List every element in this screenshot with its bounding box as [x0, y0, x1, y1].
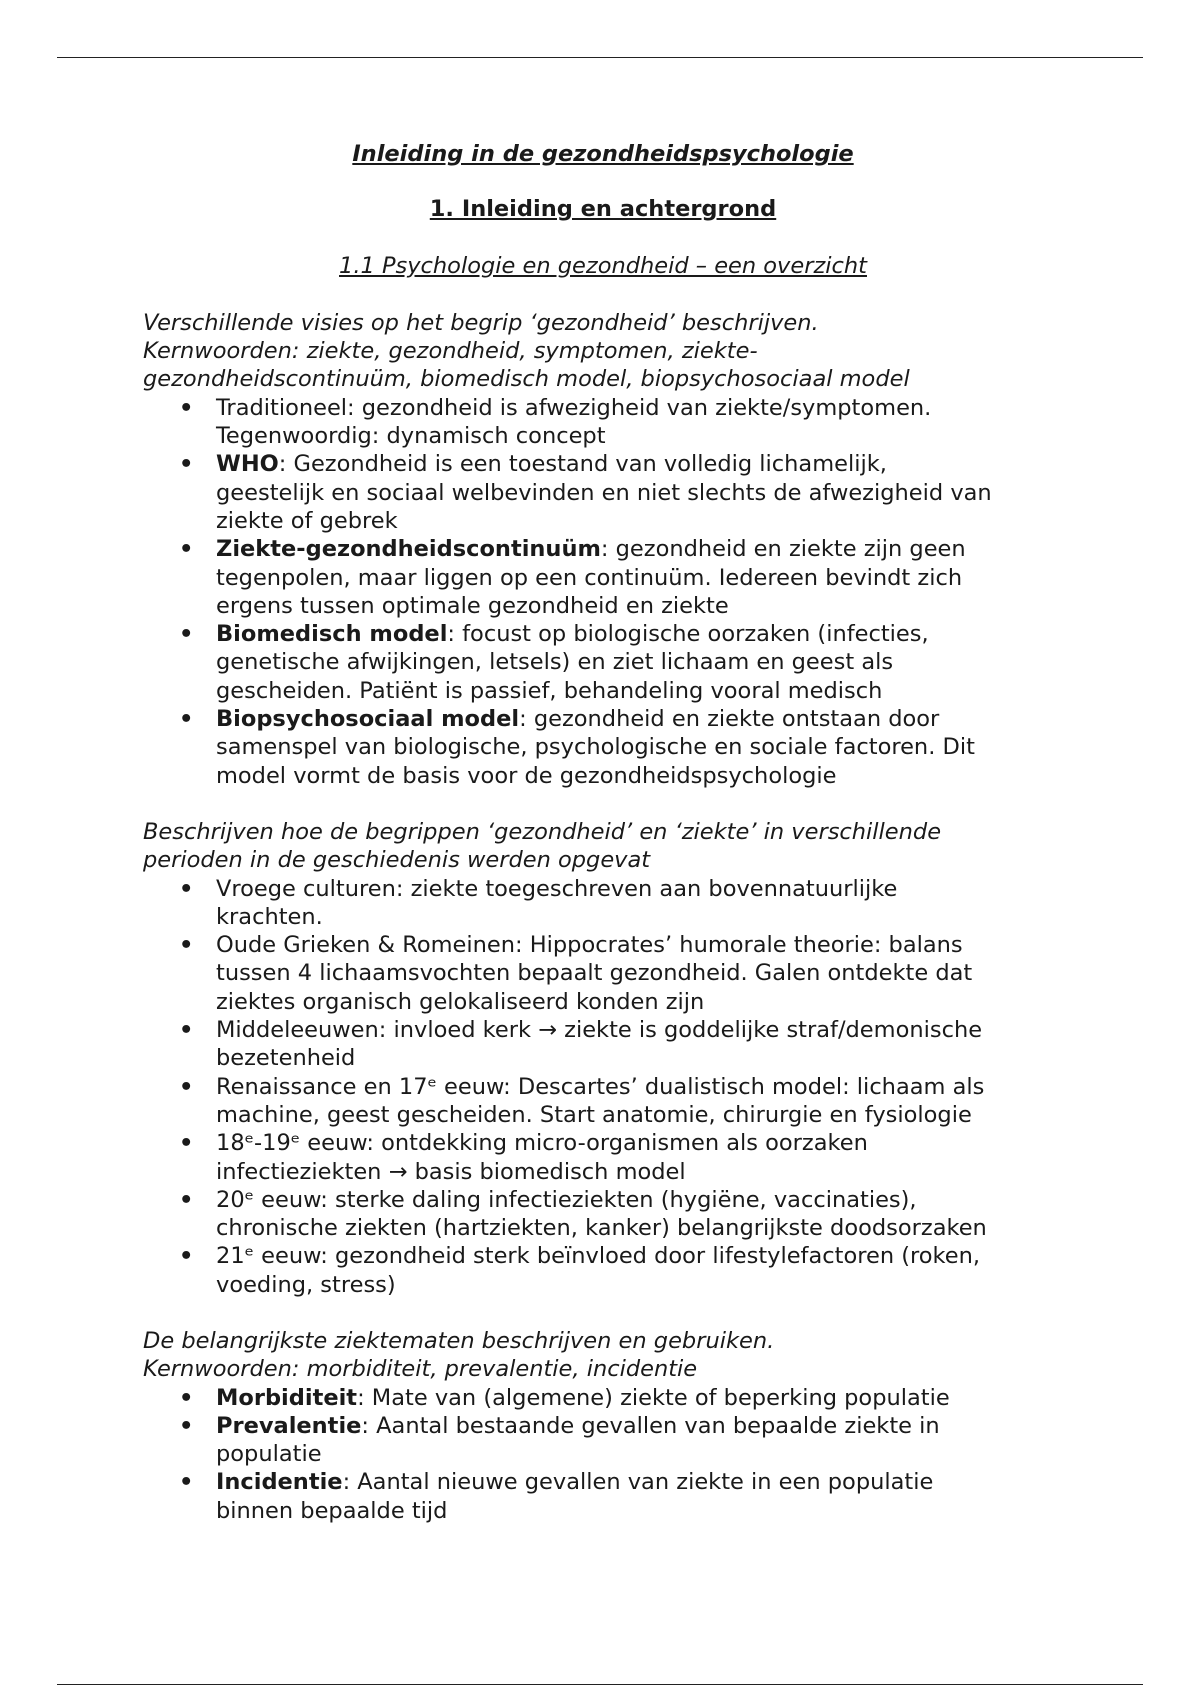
list-item-text: tussen 4 lichaamsvochten bepaalt gezondheid. Galen ontdekte dat	[216, 960, 973, 987]
list-item	[143, 931, 1063, 1016]
term: Prevalentie	[216, 1412, 362, 1439]
list-item-line	[216, 422, 1063, 450]
list-item	[143, 394, 1063, 451]
list-item	[143, 705, 1063, 790]
term: Morbiditeit	[216, 1384, 358, 1411]
list-item-text: machine, geest gescheiden. Start anatomie, chirurgie en fysiologie	[216, 1101, 972, 1128]
list-item-line	[216, 1440, 1063, 1468]
list-item-text: infectieziekten → basis biomedisch model	[216, 1158, 686, 1185]
term: Biomedisch model	[216, 621, 448, 648]
bullet-icon: •	[179, 1412, 194, 1439]
objective-line: Kernwoorden: morbiditeit, prevalentie, incidentie	[143, 1356, 698, 1383]
list-item-line	[216, 620, 1063, 648]
list-item-text: Vroege culturen: ziekte toegeschreven aan bovennatuurlijke	[216, 875, 898, 902]
list-item-line	[216, 705, 1063, 733]
objective-line: Kernwoorden: ziekte, gezondheid, symptomen, ziekte-	[143, 338, 758, 365]
footer-rule	[57, 1684, 1143, 1685]
list-item	[143, 620, 1063, 705]
bullet-icon: •	[179, 621, 194, 648]
list-item-line	[216, 535, 1063, 563]
bullet-list	[143, 394, 1063, 790]
list-item-text: : Aantal nieuwe gevallen van ziekte in een populatie	[342, 1469, 934, 1496]
document-title: Inleiding in de gezondheidspsychologie	[352, 141, 854, 167]
list-item-line	[216, 1271, 1063, 1299]
list-item-text: : Mate van (algemene) ziekte of beperking populatie	[357, 1384, 950, 1411]
list-item	[143, 1016, 1063, 1073]
list-item	[143, 450, 1063, 535]
list-item-line	[216, 1186, 1063, 1214]
list-item-line	[216, 1158, 1063, 1186]
list-item-line	[216, 564, 1063, 592]
list-item-text: ergens tussen optimale gezondheid en ziekte	[216, 592, 729, 619]
list-item-line	[216, 1214, 1063, 1242]
objective-line: Verschillende visies op het begrip ‘gezondheid’ beschrijven.	[143, 309, 819, 336]
list-item-text: populatie	[216, 1441, 322, 1468]
list-item-text: Middeleeuwen: invloed kerk → ziekte is goddelijke straf/demonische	[216, 1017, 983, 1044]
list-item-text: : Gezondheid is een toestand van volledig lichamelijk,	[278, 451, 887, 478]
list-item-line	[216, 733, 1063, 761]
objective-section	[143, 818, 1063, 1299]
list-item-text: samenspel van biologische, psychologische en sociale factoren. Dit	[216, 734, 975, 761]
list-item-text: : focust op biologische oorzaken (infecties,	[447, 621, 929, 648]
list-item-text: Oude Grieken & Romeinen: Hippocrates’ humorale theorie: balans	[216, 932, 963, 959]
list-item	[143, 1073, 1063, 1130]
list-item-line	[216, 1384, 1063, 1412]
list-item-line	[216, 648, 1063, 676]
list-item-text: : gezondheid en ziekte ontstaan door	[519, 706, 940, 733]
list-item-text: geestelijk en sociaal welbevinden en niet slechts de afwezigheid van	[216, 479, 992, 506]
list-item-text: binnen bepaalde tijd	[216, 1497, 448, 1524]
list-item-line	[216, 507, 1063, 535]
list-item-line	[216, 1129, 1063, 1157]
list-item-line	[216, 1101, 1063, 1129]
section-title: 1.1 Psychologie en gezondheid – een overzicht	[339, 252, 867, 279]
bullet-list	[143, 1384, 1063, 1525]
bullet-icon: •	[179, 1243, 194, 1270]
bullet-icon: •	[179, 1073, 194, 1100]
list-item-line	[216, 450, 1063, 478]
list-item	[143, 1129, 1063, 1186]
list-item-line	[216, 394, 1063, 422]
bullet-icon: •	[179, 451, 194, 478]
bullet-icon: •	[179, 1469, 194, 1496]
list-item-text: : Aantal bestaande gevallen van bepaalde ziekte in	[361, 1412, 940, 1439]
list-item-text: Tegenwoordig: dynamisch concept	[216, 423, 606, 450]
bullet-icon: •	[179, 1130, 194, 1157]
list-item-line	[216, 1073, 1063, 1101]
list-item-line	[216, 1044, 1063, 1072]
list-item	[143, 1468, 1063, 1525]
term: WHO	[216, 451, 279, 478]
bullet-list	[143, 875, 1063, 1299]
bullet-icon: •	[179, 1384, 194, 1411]
list-item-text: ziektes organisch gelokaliseerd konden zijn	[216, 988, 705, 1015]
list-item-text: Renaissance en 17ᵉ eeuw: Descartes’ dualistisch model: lichaam als	[216, 1073, 985, 1100]
header-rule	[57, 57, 1143, 58]
list-item-text: : gezondheid en ziekte zijn geen	[600, 536, 966, 563]
list-item-text: model vormt de basis voor de gezondheidspsychologie	[216, 762, 837, 789]
list-item	[143, 1384, 1063, 1412]
bullet-icon: •	[179, 932, 194, 959]
list-item-line	[216, 1412, 1063, 1440]
list-item	[143, 1242, 1063, 1299]
list-item-text: 18ᵉ-19ᵉ eeuw: ontdekking micro-organismen als oorzaken	[216, 1130, 868, 1157]
page-content	[143, 140, 1063, 1525]
list-item	[143, 875, 1063, 932]
list-item-text: voeding, stress)	[216, 1271, 396, 1298]
list-item-text: 21ᵉ eeuw: gezondheid sterk beïnvloed door lifestylefactoren (roken,	[216, 1243, 981, 1270]
list-item-line	[216, 1016, 1063, 1044]
list-item-text: 20ᵉ eeuw: sterke daling infectieziekten (hygiëne, vaccinaties),	[216, 1186, 917, 1213]
objective-line: De belangrijkste ziektematen beschrijven en gebruiken.	[143, 1327, 775, 1354]
list-item-text: gescheiden. Patiënt is passief, behandeling vooral medisch	[216, 677, 883, 704]
bullet-icon: •	[179, 1186, 194, 1213]
term: Biopsychosociaal model	[216, 706, 520, 733]
list-item-line	[216, 931, 1063, 959]
list-item-line	[216, 592, 1063, 620]
objective-section	[143, 1327, 1063, 1525]
term: Incidentie	[216, 1469, 343, 1496]
list-item-text: ziekte of gebrek	[216, 507, 398, 534]
list-item-text: chronische ziekten (hartziekten, kanker) belangrijkste doodsorzaken	[216, 1215, 987, 1242]
list-item	[143, 535, 1063, 620]
list-item-line	[216, 903, 1063, 931]
learning-objectives	[143, 309, 1063, 1525]
bullet-icon: •	[179, 536, 194, 563]
objective-line: Beschrijven hoe de begrippen ‘gezondheid’ en ‘ziekte’ in verschillende	[143, 818, 942, 845]
bullet-icon: •	[179, 1017, 194, 1044]
list-item-line	[216, 479, 1063, 507]
list-item-text: tegenpolen, maar liggen op een continuüm. Iedereen bevindt zich	[216, 564, 963, 591]
list-item-text: bezetenheid	[216, 1045, 356, 1072]
term: Ziekte-gezondheidscontinuüm	[216, 536, 601, 563]
list-item-line	[216, 1497, 1063, 1525]
list-item-line	[216, 677, 1063, 705]
list-item-line	[216, 1468, 1063, 1496]
chapter-title: 1. Inleiding en achtergrond	[429, 196, 777, 223]
list-item-line	[216, 959, 1063, 987]
list-item-line	[216, 988, 1063, 1016]
list-item-text: krachten.	[216, 903, 323, 930]
list-item-line	[216, 1242, 1063, 1270]
objective-line: gezondheidscontinuüm, biomedisch model, biopsychosociaal model	[143, 366, 910, 393]
bullet-icon: •	[179, 706, 194, 733]
list-item-line	[216, 762, 1063, 790]
list-item-text: genetische afwijkingen, letsels) en ziet lichaam en geest als	[216, 649, 894, 676]
list-item-line	[216, 875, 1063, 903]
list-item	[143, 1412, 1063, 1469]
objective-line: perioden in de geschiedenis werden opgevat	[143, 847, 651, 874]
objective-section	[143, 309, 1063, 790]
list-item-text: Traditioneel: gezondheid is afwezigheid van ziekte/symptomen.	[216, 394, 932, 421]
bullet-icon: •	[179, 394, 194, 421]
bullet-icon: •	[179, 875, 194, 902]
list-item	[143, 1186, 1063, 1243]
